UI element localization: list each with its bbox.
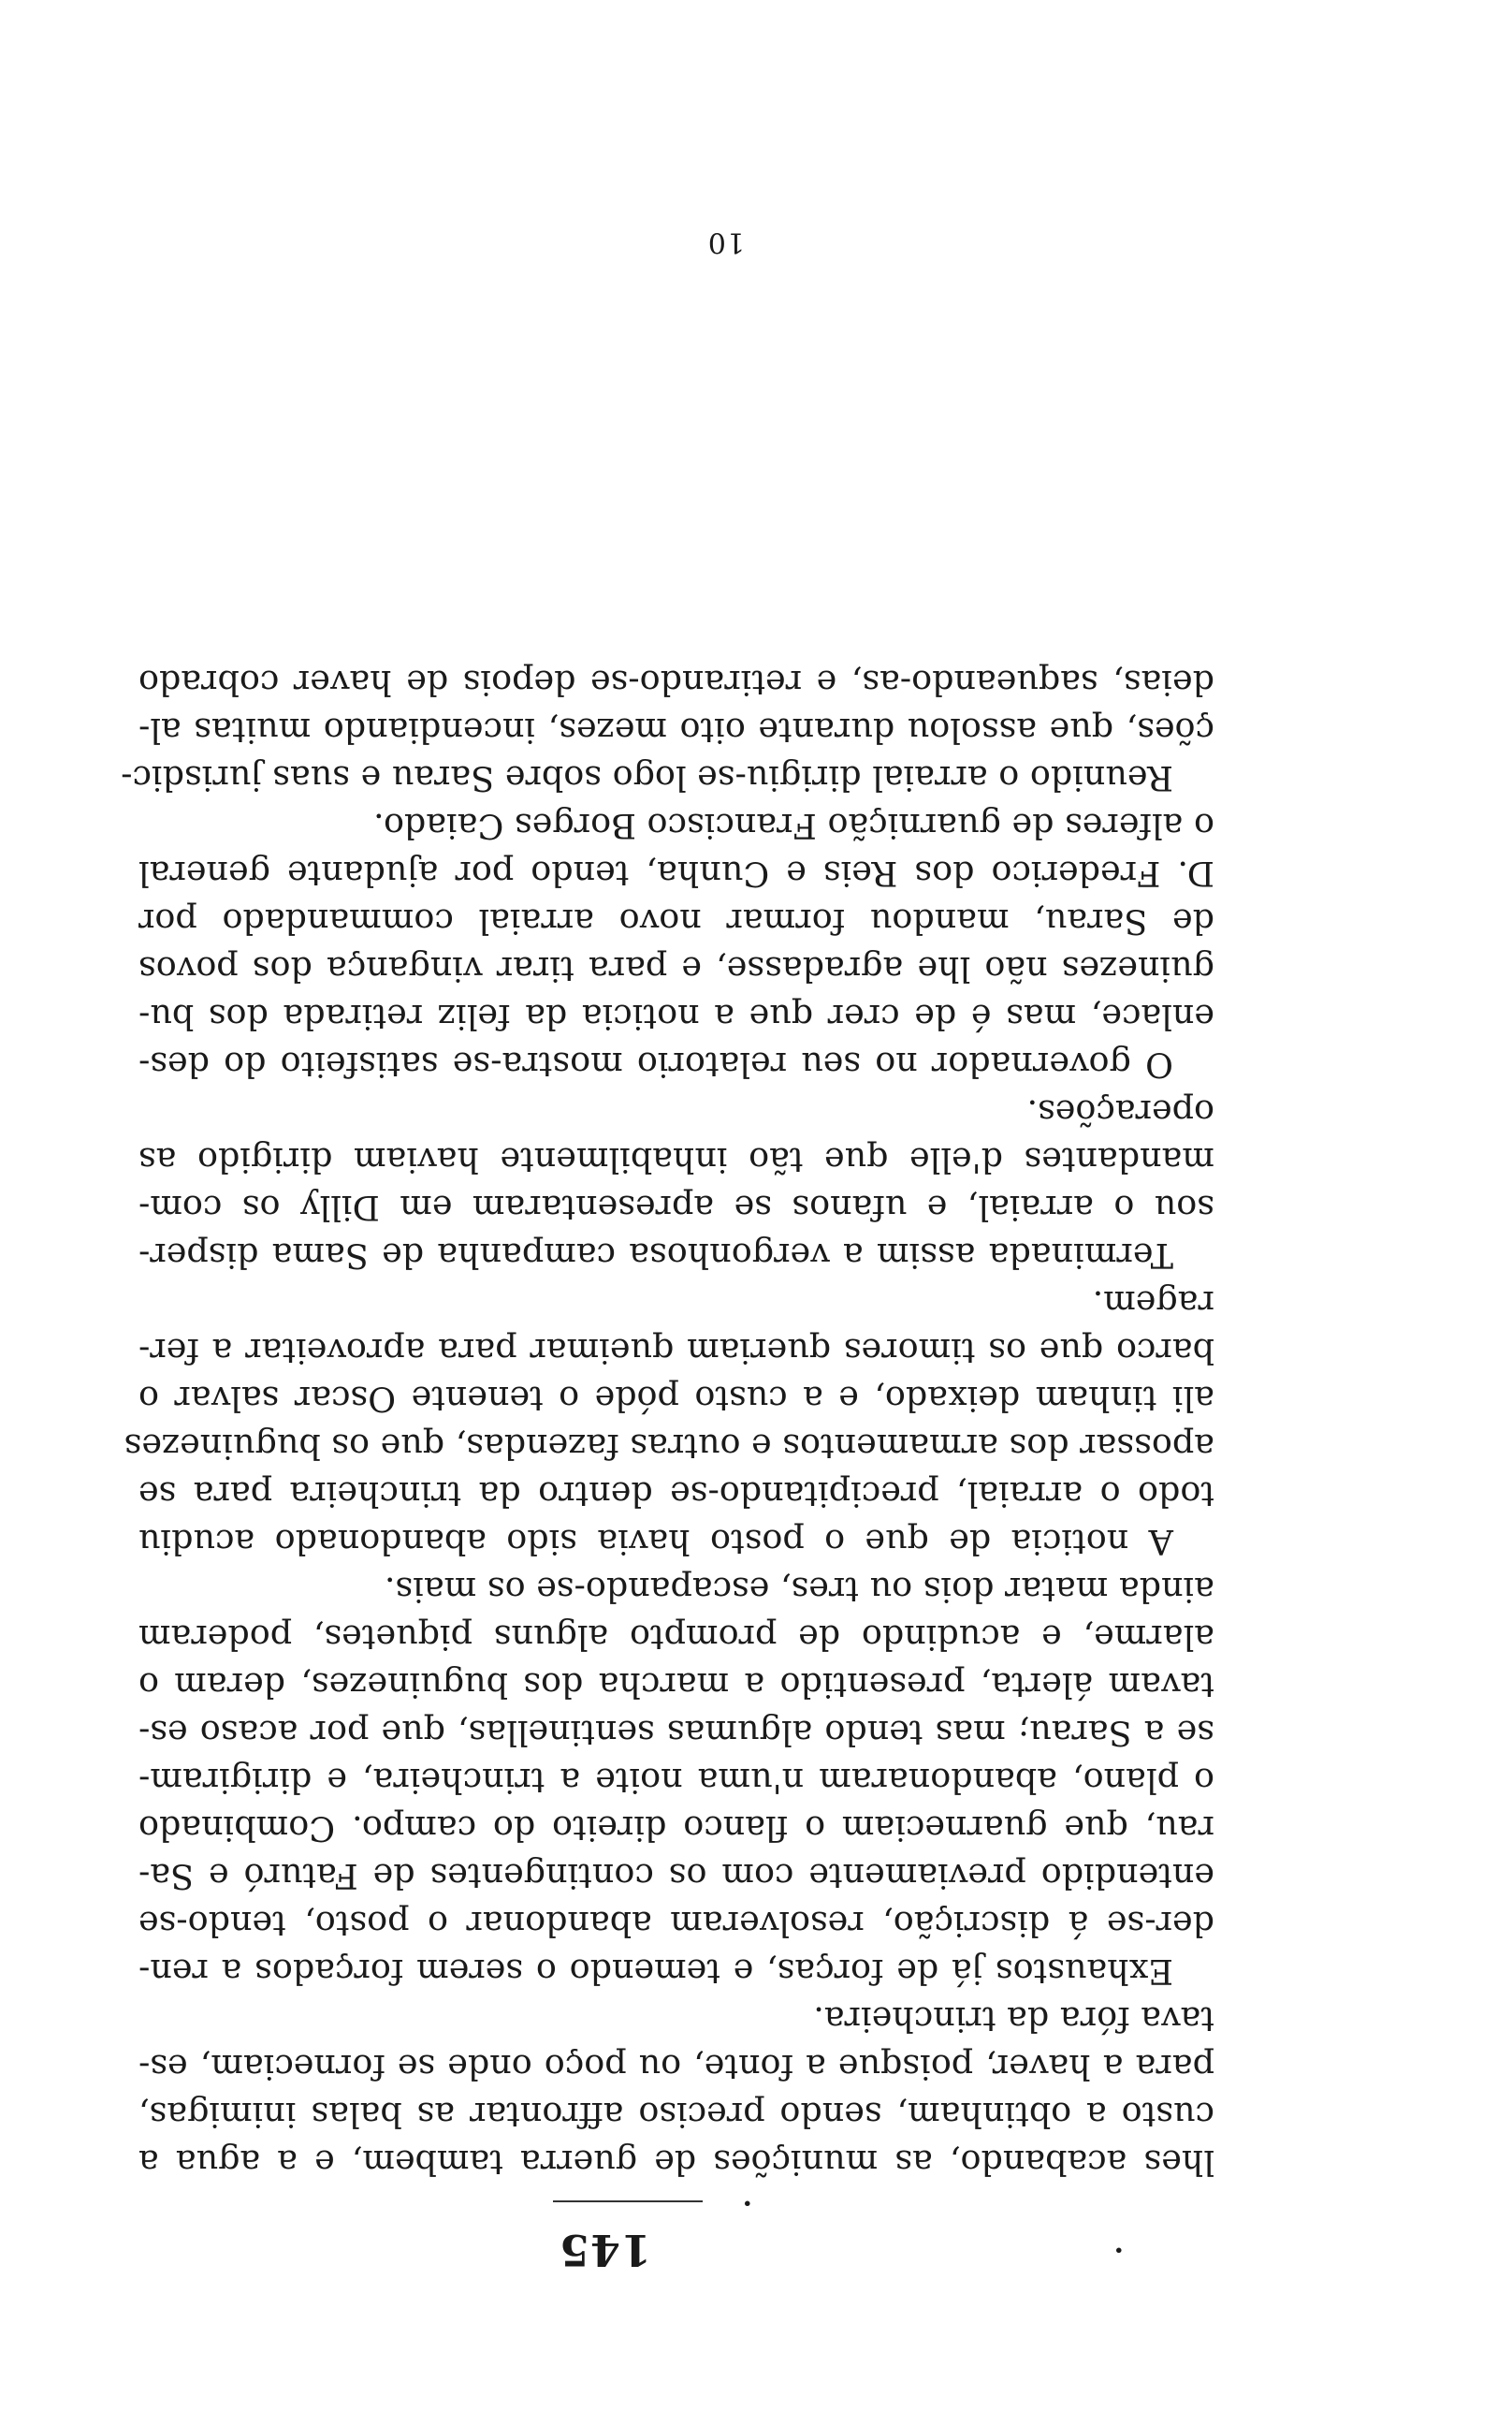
text-line: o alferes de guarnição Francisco Borges Caiado. [373, 806, 1214, 846]
text-line: enlace, mas é de crer que a noticia da feliz retirada dos bu- [138, 997, 1214, 1037]
text-line: deias, saqueando-as, e retirando-se depois de haver cobrado [138, 663, 1214, 703]
print-dot-mark: · [742, 2186, 752, 2219]
text-line: operações. [1026, 1092, 1214, 1132]
text-line: entendido previamente com os contingentes de Faturó e Sa- [138, 1856, 1214, 1896]
text-line: Exhaustos já de forças, e temendo o serem forçados a ren- [138, 1951, 1173, 1992]
text-line: para a haver, poisque a fonte, ou poço onde se forneciam, es- [138, 2047, 1214, 2087]
text-line: tava fóra da trincheira. [813, 1999, 1214, 2039]
text-line: tavam álerta, presentido a marcha dos buguinezes, deram o [138, 1665, 1214, 1705]
text-line: rau, que guarneciam o flanco direito do campo. Combinado [138, 1808, 1214, 1848]
text-line: ali tinham deixado, e a custo póde o tenente Oscar salvar o [138, 1379, 1214, 1419]
text-line: apossar dos armamentos e outras fazendas, que os buguinezes [124, 1426, 1214, 1467]
text-line: A noticia de que o posto havia sido abandonado acudiu [138, 1522, 1173, 1562]
header-rule [553, 2200, 703, 2202]
text-line: barco que os timores queriam queimar para aproveitar a fer- [138, 1331, 1214, 1371]
page-header [137, 2186, 1213, 2275]
text-line: D. Frederico dos Reis e Cunha, tendo por ajudante general [138, 854, 1214, 894]
text-line: mandantes d'elle que tão inhabilmente haviam dirigido as [138, 1140, 1214, 1180]
text-line: todo o arraial, precipitando-se dentro da trincheira para se [138, 1474, 1214, 1514]
page-number: 145 [558, 2225, 651, 2275]
body-text [121, 659, 1214, 2186]
text-line: der-se á discrição, resolveram abandonar o posto, tendo-se [138, 1904, 1214, 1944]
text-line: ragem. [1092, 1283, 1214, 1323]
text-line: se a Sarau; mas tendo algumas sentinellas, que por acaso es- [138, 1713, 1214, 1753]
text-line: lhes acabando, as munições de guerra tambem, e a agua a [138, 2142, 1214, 2183]
print-dot-mark: · [1113, 2233, 1124, 2266]
text-line: custo a obtinham, sendo preciso affrontar as balas inimigas, [138, 2095, 1214, 2135]
text-line: sou o arraial, e ufanos se apresentaram em Dilly os com- [138, 1188, 1214, 1228]
text-line: guinezes não lhe agradasse, e para tirar vingança dos povos [138, 949, 1214, 989]
text-line: o plano, abandonaram n'uma noite a trincheira, e dirigiram- [138, 1761, 1214, 1801]
text-line: O governador no seu relatorio mostra-se satisfeito do des- [138, 1045, 1173, 1085]
text-line: ções, que assolou durante oito mezes, incendiando muitas al- [138, 710, 1214, 751]
text-line: de Sarau, mandou formar novo arraial commandado por [138, 901, 1214, 942]
text-line: Terminada assim a vergonhosa campanha de Sama disper- [138, 1235, 1173, 1276]
text-line: ainda matar dois ou tres, escapando-se os mais. [384, 1570, 1214, 1610]
text-line: alarme, e acudindo de prompto alguns piquetes, poderam [138, 1617, 1214, 1658]
signature-mark: 10 [706, 226, 745, 258]
text-line: Reunido o arraial dirigiu-se logo sobre Sarau e suas jurisdic- [121, 758, 1173, 798]
